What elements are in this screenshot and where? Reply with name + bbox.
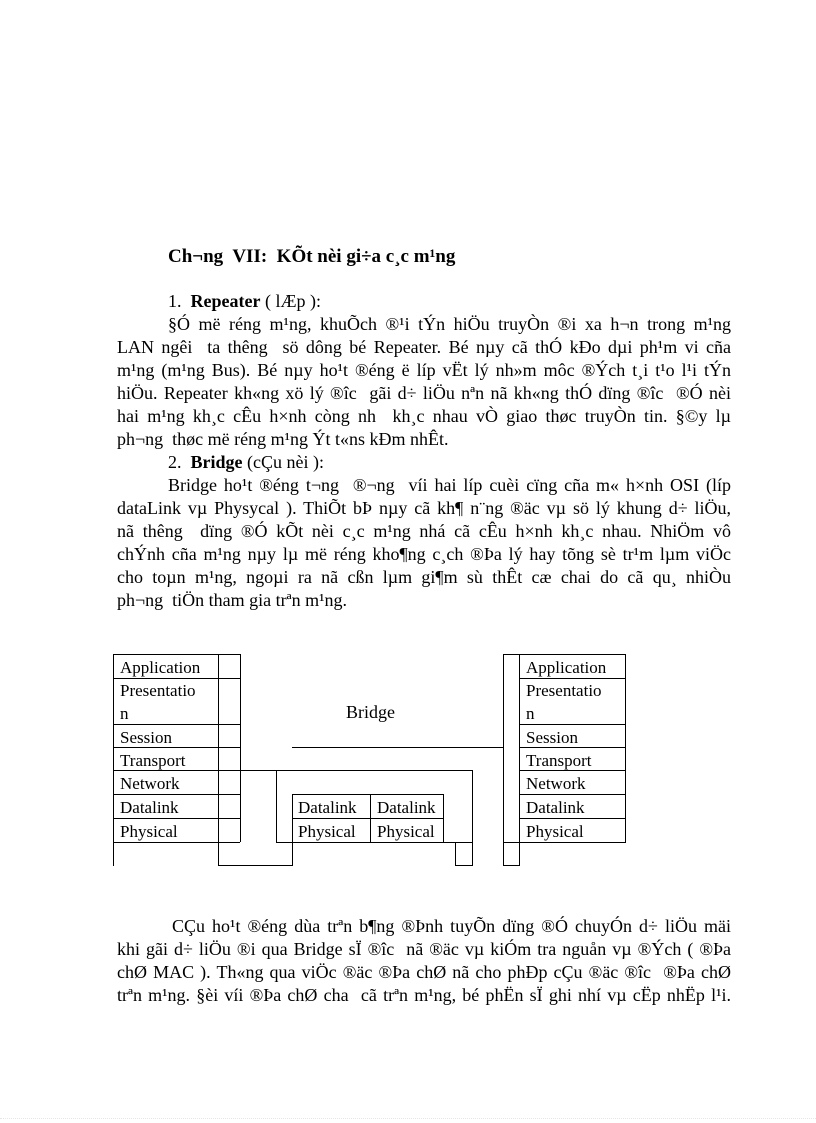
right-layer-session: Session [526,728,578,747]
closing-line-2: khi gãi d÷ liÖu ®i qua Bridge sÏ ®îc nã ®äc vµ kiÓm tra nguån vµ ®Ých ( ®Þa [117,939,731,959]
section-1-line-3: m¹ng (m¹ng Bus). Bé nµy ho¹t ®éng ë líp vËt lý nh»m môc ®Ých t¸i t¹o l¹i tÝn [117,360,731,380]
right-layer-presentation-wrap: n [526,704,535,723]
section-2-line-2: dataLink vµ Physycal ). ThiÕt bÞ nµy cã kh¶ n¨ng ®äc vµ sö lý khung d÷ liÖu, [117,498,731,518]
section-1-line-5: hai m¹ng kh¸c cÊu h×nh còng nh kh¸c nhau vÒ giao thøc truyÒn tin. §©y lµ [117,406,731,426]
bridge-left-datalink: Datalink [298,798,357,817]
section-2-line-6: ph¬ng tiÖn tham gia trªn m¹ng. [117,590,347,610]
section-2-title: Bridge [190,452,243,472]
right-layer-presentation: Presentatio [526,681,602,700]
bridge-left-physical: Physical [298,822,356,841]
section-2-heading [168,451,324,474]
left-layer-transport: Transport [120,751,186,770]
section-1-subtitle: ( lÆp ): [260,291,321,311]
bridge-right-datalink: Datalink [377,798,436,817]
closing-line-3: chØ MAC ). Th«ng qua viÖc ®äc ®Þa chØ nã cho phÐp cÇu ®äc ®îc ®Þa chØ [117,962,731,982]
closing-line-1: CÇu ho¹t ®éng dùa trªn b¶ng ®Þnh tuyÕn dïng ®Ó chuyÓn d÷ liÖu mäi [172,916,731,936]
right-layer-network: Network [526,774,586,793]
section-2-line-1: Bridge ho¹t ®éng t¬ng ®¬ng víi hai líp cuèi cïng cña m« h×nh OSI (líp [168,475,731,495]
right-layer-transport: Transport [526,751,592,770]
section-1-line-1: §Ó më réng m¹ng, khuÕch ®¹i tÝn hiÖu truyÒn ®i xa h¬n trong m¹ng [168,314,731,334]
left-layer-presentation: Presentatio [120,681,196,700]
section-1-line-2: LAN ngêi ta thêng sö dông bé Repeater. Bé nµy cã thÓ kÐo dµi ph¹m vi cña [117,337,731,357]
section-2-number: 2. [168,452,182,472]
section-1-line-6: ph¬ng thøc më réng m¹ng Ýt t«ns kÐm nhÊt. [117,429,449,449]
right-layer-application: Application [526,658,607,677]
left-layer-session: Session [120,728,172,747]
section-2-line-3: nã thêng dïng ®Ó kÕt nèi c¸c m¹ng nhá cã cÊu h×nh kh¸c nhau. NhiÖm vô [117,521,731,541]
section-1-number: 1. [168,291,182,311]
section-1-title: Repeater [190,291,261,311]
closing-line-4: trªn m¹ng. §èi víi ®Þa chØ cha cã trªn m¹ng, bé phËn sÏ ghi nhí vµ cËp nhËp l¹i. [117,985,731,1005]
page-bottom-divider [0,1118,816,1119]
left-layer-network: Network [120,774,180,793]
right-layer-datalink: Datalink [526,798,585,817]
section-1-heading [168,290,321,313]
section-2-subtitle: (cÇu nèi ): [242,452,324,472]
left-layer-physical: Physical [120,822,178,841]
bridge-label: Bridge [346,702,395,722]
section-2-line-5: cho toµn m¹ng, ngoµi ra nã cßn lµm gi¶m sù thÊt cæ chai do cã qu¸ nhiÒu [117,567,731,587]
section-1-line-4: hiÖu. Repeater kh«ng xö lý ®îc gãi d÷ liÖu nªn nã kh«ng thÓ dïng ®îc ®Ó nèi [117,383,731,403]
right-layer-physical: Physical [526,822,584,841]
bridge-right-physical: Physical [377,822,435,841]
left-layer-datalink: Datalink [120,798,179,817]
left-layer-application: Application [120,658,201,677]
section-2-line-4: chÝnh cña m¹ng nµy lµ më réng kho¶ng c¸ch ®Þa lý hay tõng sè tr¹m lµm viÖc [117,544,731,564]
left-layer-presentation-wrap: n [120,704,129,723]
chapter-title: Ch¬ng VII: KÕt nèi gi÷a c¸c m¹ng [168,246,456,267]
